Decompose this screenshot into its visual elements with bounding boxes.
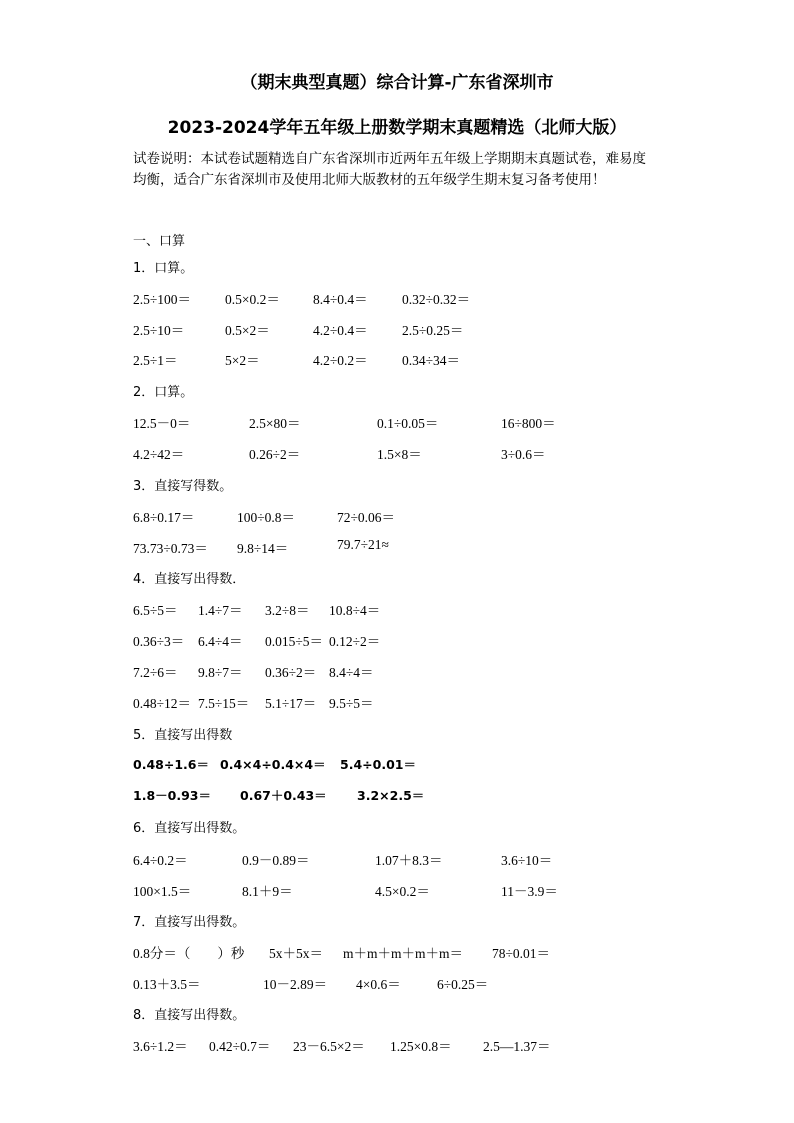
calculation-item: 12.5－0＝: [133, 416, 191, 431]
question-3-row-2: [0, 537, 794, 557]
calculation-item: 0.8分＝（ ）秒: [133, 946, 245, 961]
calculation-item: 0.26÷2＝: [249, 447, 301, 462]
calculation-item: 0.13＋3.5＝: [133, 977, 201, 992]
calculation-item: 0.4×4÷0.4×4＝: [220, 757, 326, 772]
calculation-item: 78÷0.01＝: [492, 946, 551, 961]
calculation-item: 2.5÷100＝: [133, 292, 192, 307]
question-8-title: 8．直接写出得数。: [133, 1008, 246, 1023]
calculation-item: 5.1÷17＝: [265, 696, 317, 711]
calculation-item: 4.2÷0.2＝: [313, 353, 368, 368]
description-line-2: 均衡，适合广东省深圳市及使用北师大版教材的五年级学生期末复习备考使用！: [133, 172, 606, 188]
calculation-item: 3.2÷8＝: [265, 603, 310, 618]
calculation-item: 1.25×0.8＝: [390, 1039, 452, 1054]
calculation-item: 0.42÷0.7＝: [209, 1039, 271, 1054]
question-6-title: 6．直接写出得数。: [133, 821, 246, 836]
question-6-row-2: [0, 880, 794, 900]
calculation-item: 6.8÷0.17＝: [133, 510, 195, 525]
calculation-item: 0.5×0.2＝: [225, 292, 280, 307]
calculation-item: 8.4÷0.4＝: [313, 292, 368, 307]
question-2-title: 2．口算。: [133, 385, 194, 400]
question-3-row-1: [0, 506, 794, 526]
calculation-item: 0.36÷2＝: [265, 665, 317, 680]
calculation-item: 79.7÷21≈: [337, 537, 389, 552]
calculation-item: 10－2.89＝: [263, 977, 328, 992]
calculation-item: 0.1÷0.05＝: [377, 416, 439, 431]
calculation-item: 0.36÷3＝: [133, 634, 185, 649]
calculation-item: 2.5÷1＝: [133, 353, 178, 368]
section-title: 一、口算: [133, 234, 186, 249]
question-4-row-3: [0, 661, 794, 681]
calculation-item: 5×2＝: [225, 353, 260, 368]
calculation-item: 4×0.6＝: [356, 977, 401, 992]
calculation-item: 0.015÷5＝: [265, 634, 324, 649]
calculation-item: 5x＋5x＝: [269, 946, 323, 961]
question-2-row-1: [0, 412, 794, 432]
calculation-item: 7.2÷6＝: [133, 665, 178, 680]
calculation-item: 2.5÷0.25＝: [402, 323, 464, 338]
calculation-item: 2.5—1.37＝: [483, 1039, 551, 1054]
question-2-row-2: [0, 443, 794, 463]
question-4-row-2: [0, 630, 794, 650]
question-5-row-1: [0, 755, 794, 775]
calculation-item: 10.8÷4＝: [329, 603, 381, 618]
calculation-item: 2.5÷10＝: [133, 323, 185, 338]
calculation-item: m＋m＋m＋m＋m＝: [343, 946, 464, 961]
question-5-row-2: [0, 786, 794, 806]
calculation-item: 3÷0.6＝: [501, 447, 546, 462]
question-7-title: 7．直接写出得数。: [133, 915, 246, 930]
calculation-item: 5.4÷0.01＝: [340, 757, 416, 772]
question-4-title: 4．直接写出得数．: [133, 572, 246, 587]
question-1-title: 1．口算。: [133, 261, 194, 276]
question-1-row-3: [0, 349, 794, 369]
calculation-item: 3.6÷1.2＝: [133, 1039, 188, 1054]
calculation-item: 8.1＋9＝: [242, 884, 293, 899]
question-4-row-1: [0, 599, 794, 619]
calculation-item: 2.5×80＝: [249, 416, 301, 431]
calculation-item: 1.5×8＝: [377, 447, 422, 462]
question-8-row-1: [0, 1035, 794, 1055]
document-title-line-2: 2023-2024学年五年级上册数学期末真题精选（北师大版）: [167, 118, 627, 138]
question-4-row-4: [0, 692, 794, 712]
description-line-1: 试卷说明：本试卷试题精选自广东省深圳市近两年五年级上学期期末真题试卷，难易度: [133, 151, 646, 167]
calculation-item: 100×1.5＝: [133, 884, 192, 899]
calculation-item: 6.5÷5＝: [133, 603, 178, 618]
question-1-row-2: [0, 319, 794, 339]
calculation-item: 3.6÷10＝: [501, 853, 553, 868]
calculation-item: 0.48÷1.6＝: [133, 757, 209, 772]
calculation-item: 6.4÷0.2＝: [133, 853, 188, 868]
calculation-item: 23－6.5×2＝: [293, 1039, 365, 1054]
calculation-item: 100÷0.8＝: [237, 510, 296, 525]
calculation-item: 0.12÷2＝: [329, 634, 381, 649]
calculation-item: 72÷0.06＝: [337, 510, 396, 525]
calculation-item: 0.5×2＝: [225, 323, 270, 338]
calculation-item: 3.2×2.5＝: [357, 788, 425, 803]
calculation-item: 0.9－0.89＝: [242, 853, 310, 868]
calculation-item: 1.07＋8.3＝: [375, 853, 443, 868]
calculation-item: 1.8－0.93＝: [133, 788, 211, 803]
calculation-item: 0.67＋0.43＝: [240, 788, 327, 803]
question-3-title: 3．直接写得数。: [133, 479, 233, 494]
calculation-item: 7.5÷15＝: [198, 696, 250, 711]
document-title-line-1: （期末典型真题）综合计算-广东省深圳市: [240, 73, 554, 93]
calculation-item: 16÷800＝: [501, 416, 556, 431]
calculation-item: 4.2÷42＝: [133, 447, 185, 462]
calculation-item: 6÷0.25＝: [437, 977, 489, 992]
calculation-item: 9.8÷14＝: [237, 541, 289, 556]
question-6-row-1: [0, 849, 794, 869]
question-7-row-1: [0, 942, 794, 962]
calculation-item: 6.4÷4＝: [198, 634, 243, 649]
calculation-item: 1.4÷7＝: [198, 603, 243, 618]
calculation-item: 0.34÷34＝: [402, 353, 461, 368]
calculation-item: 9.8÷7＝: [198, 665, 243, 680]
calculation-item: 0.32÷0.32＝: [402, 292, 471, 307]
calculation-item: 73.73÷0.73＝: [133, 541, 208, 556]
question-7-row-2: [0, 973, 794, 993]
question-5-title: 5．直接写出得数: [133, 728, 233, 743]
calculation-item: 11－3.9＝: [501, 884, 558, 899]
calculation-item: 0.48÷12＝: [133, 696, 192, 711]
calculation-item: 9.5÷5＝: [329, 696, 374, 711]
calculation-item: 4.2÷0.4＝: [313, 323, 368, 338]
calculation-item: 8.4÷4＝: [329, 665, 374, 680]
question-1-row-1: [0, 288, 794, 308]
calculation-item: 4.5×0.2＝: [375, 884, 430, 899]
